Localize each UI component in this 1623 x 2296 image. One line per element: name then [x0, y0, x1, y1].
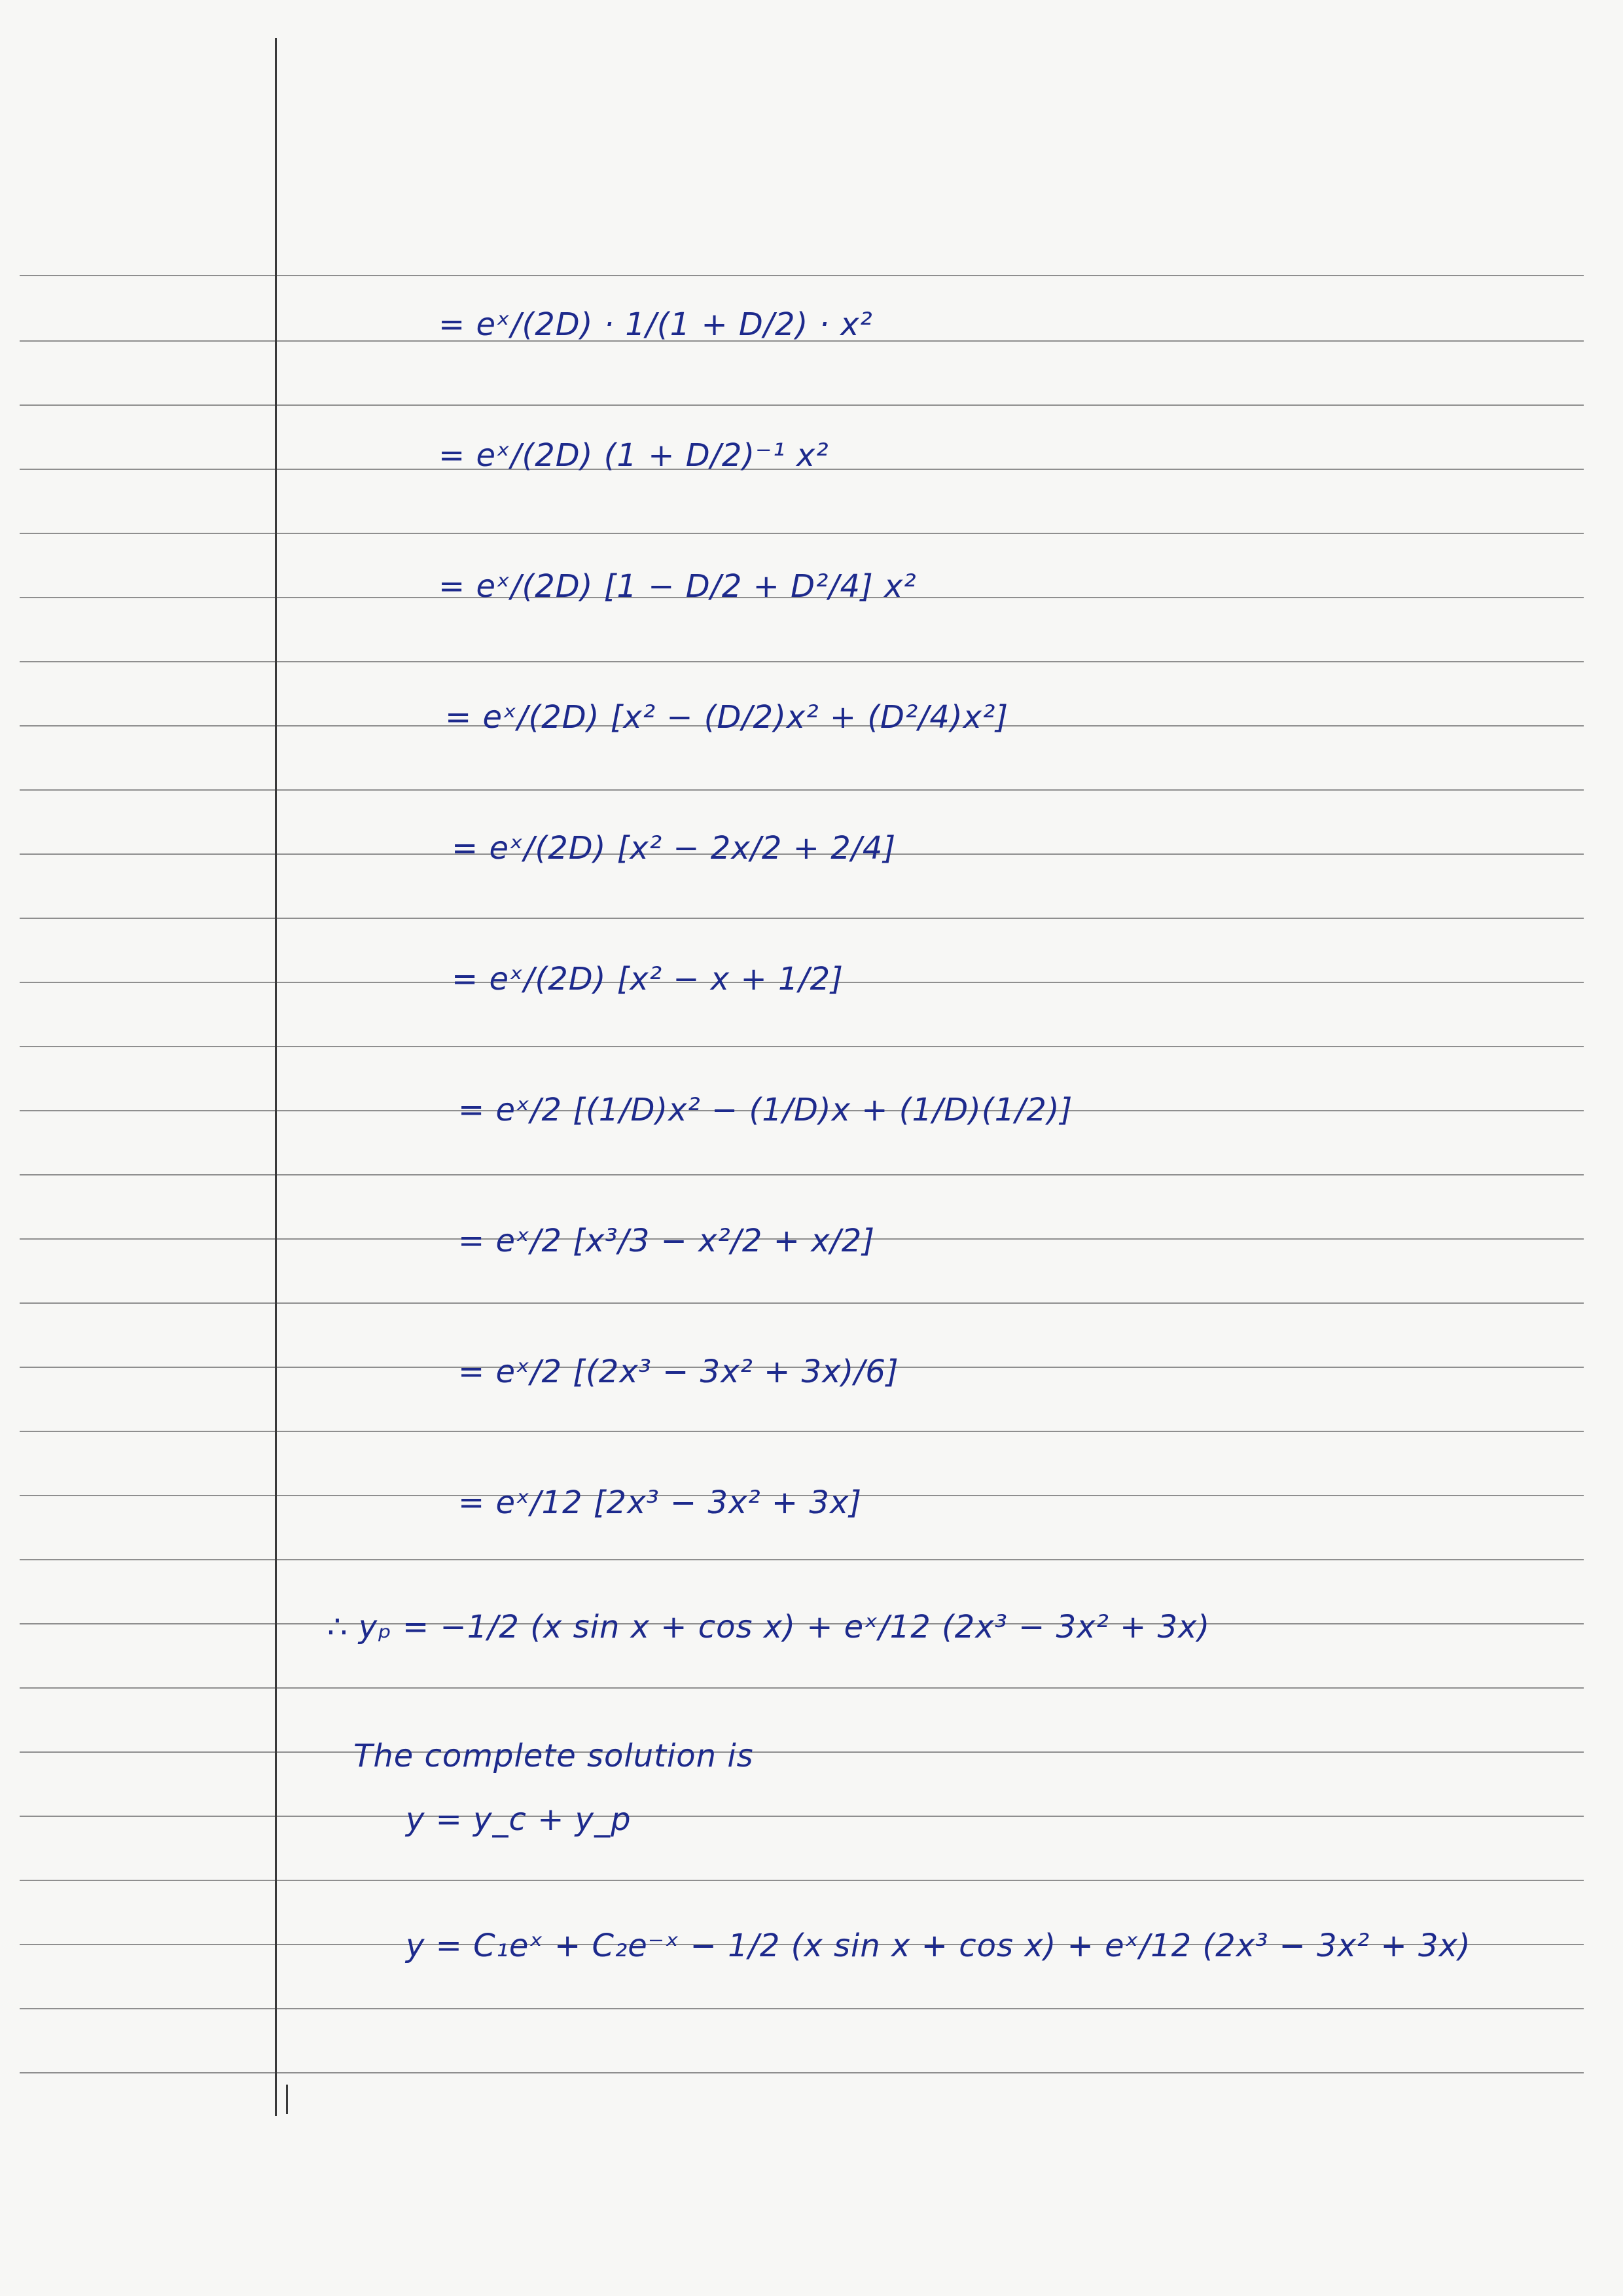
equation-line-1: = eˣ/(2D) · 1/(1 + D/2) · x² — [438, 306, 873, 343]
complete-solution-form: y = y_c + y_p — [406, 1801, 632, 1838]
margin-line-segment — [286, 2085, 288, 2114]
complete-solution: y = C₁eˣ + C₂e⁻ˣ − 1/2 (x sin x + cos x) + eˣ/12 (2x³ − 3x² + 3x) — [406, 1928, 1471, 1964]
rule-line — [20, 404, 1584, 406]
rule-line — [20, 275, 1584, 276]
equation-line-5: = eˣ/(2D) [x² − 2x/2 + 2/4] — [452, 830, 897, 867]
rule-line — [20, 1302, 1584, 1304]
rule-line — [20, 1046, 1584, 1047]
equation-line-9: = eˣ/2 [(2x³ − 3x² + 3x)/6] — [458, 1354, 899, 1390]
rule-line — [20, 2072, 1584, 2073]
rule-line — [20, 533, 1584, 534]
equation-line-2: = eˣ/(2D) (1 + D/2)⁻¹ x² — [438, 437, 829, 474]
rule-line — [20, 1751, 1584, 1753]
rule-line — [20, 1880, 1584, 1881]
particular-solution: ∴ yₚ = −1/2 (x sin x + cos x) + eˣ/12 (2x³ − 3x² + 3x) — [327, 1609, 1211, 1645]
equation-line-3: = eˣ/(2D) [1 − D/2 + D²/4] x² — [438, 568, 917, 605]
rule-line — [20, 1174, 1584, 1175]
equation-line-10: = eˣ/12 [2x³ − 3x² + 3x] — [458, 1484, 863, 1521]
rule-line — [20, 1431, 1584, 1432]
rule-line — [20, 661, 1584, 662]
rule-line — [20, 918, 1584, 919]
complete-solution-heading: The complete solution is — [353, 1738, 754, 1774]
equation-line-6: = eˣ/(2D) [x² − x + 1/2] — [452, 961, 844, 997]
rule-line — [20, 1559, 1584, 1560]
equation-line-7: = eˣ/2 [(1/D)x² − (1/D)x + (1/D)(1/2)] — [458, 1092, 1073, 1128]
rule-line — [20, 1816, 1584, 1817]
equation-line-4: = eˣ/(2D) [x² − (D/2)x² + (D²/4)x²] — [445, 699, 1009, 736]
margin-line — [275, 38, 277, 2116]
rule-line — [20, 1687, 1584, 1689]
rule-line — [20, 789, 1584, 791]
rule-line — [20, 2008, 1584, 2009]
equation-line-8: = eˣ/2 [x³/3 − x²/2 + x/2] — [458, 1223, 876, 1259]
